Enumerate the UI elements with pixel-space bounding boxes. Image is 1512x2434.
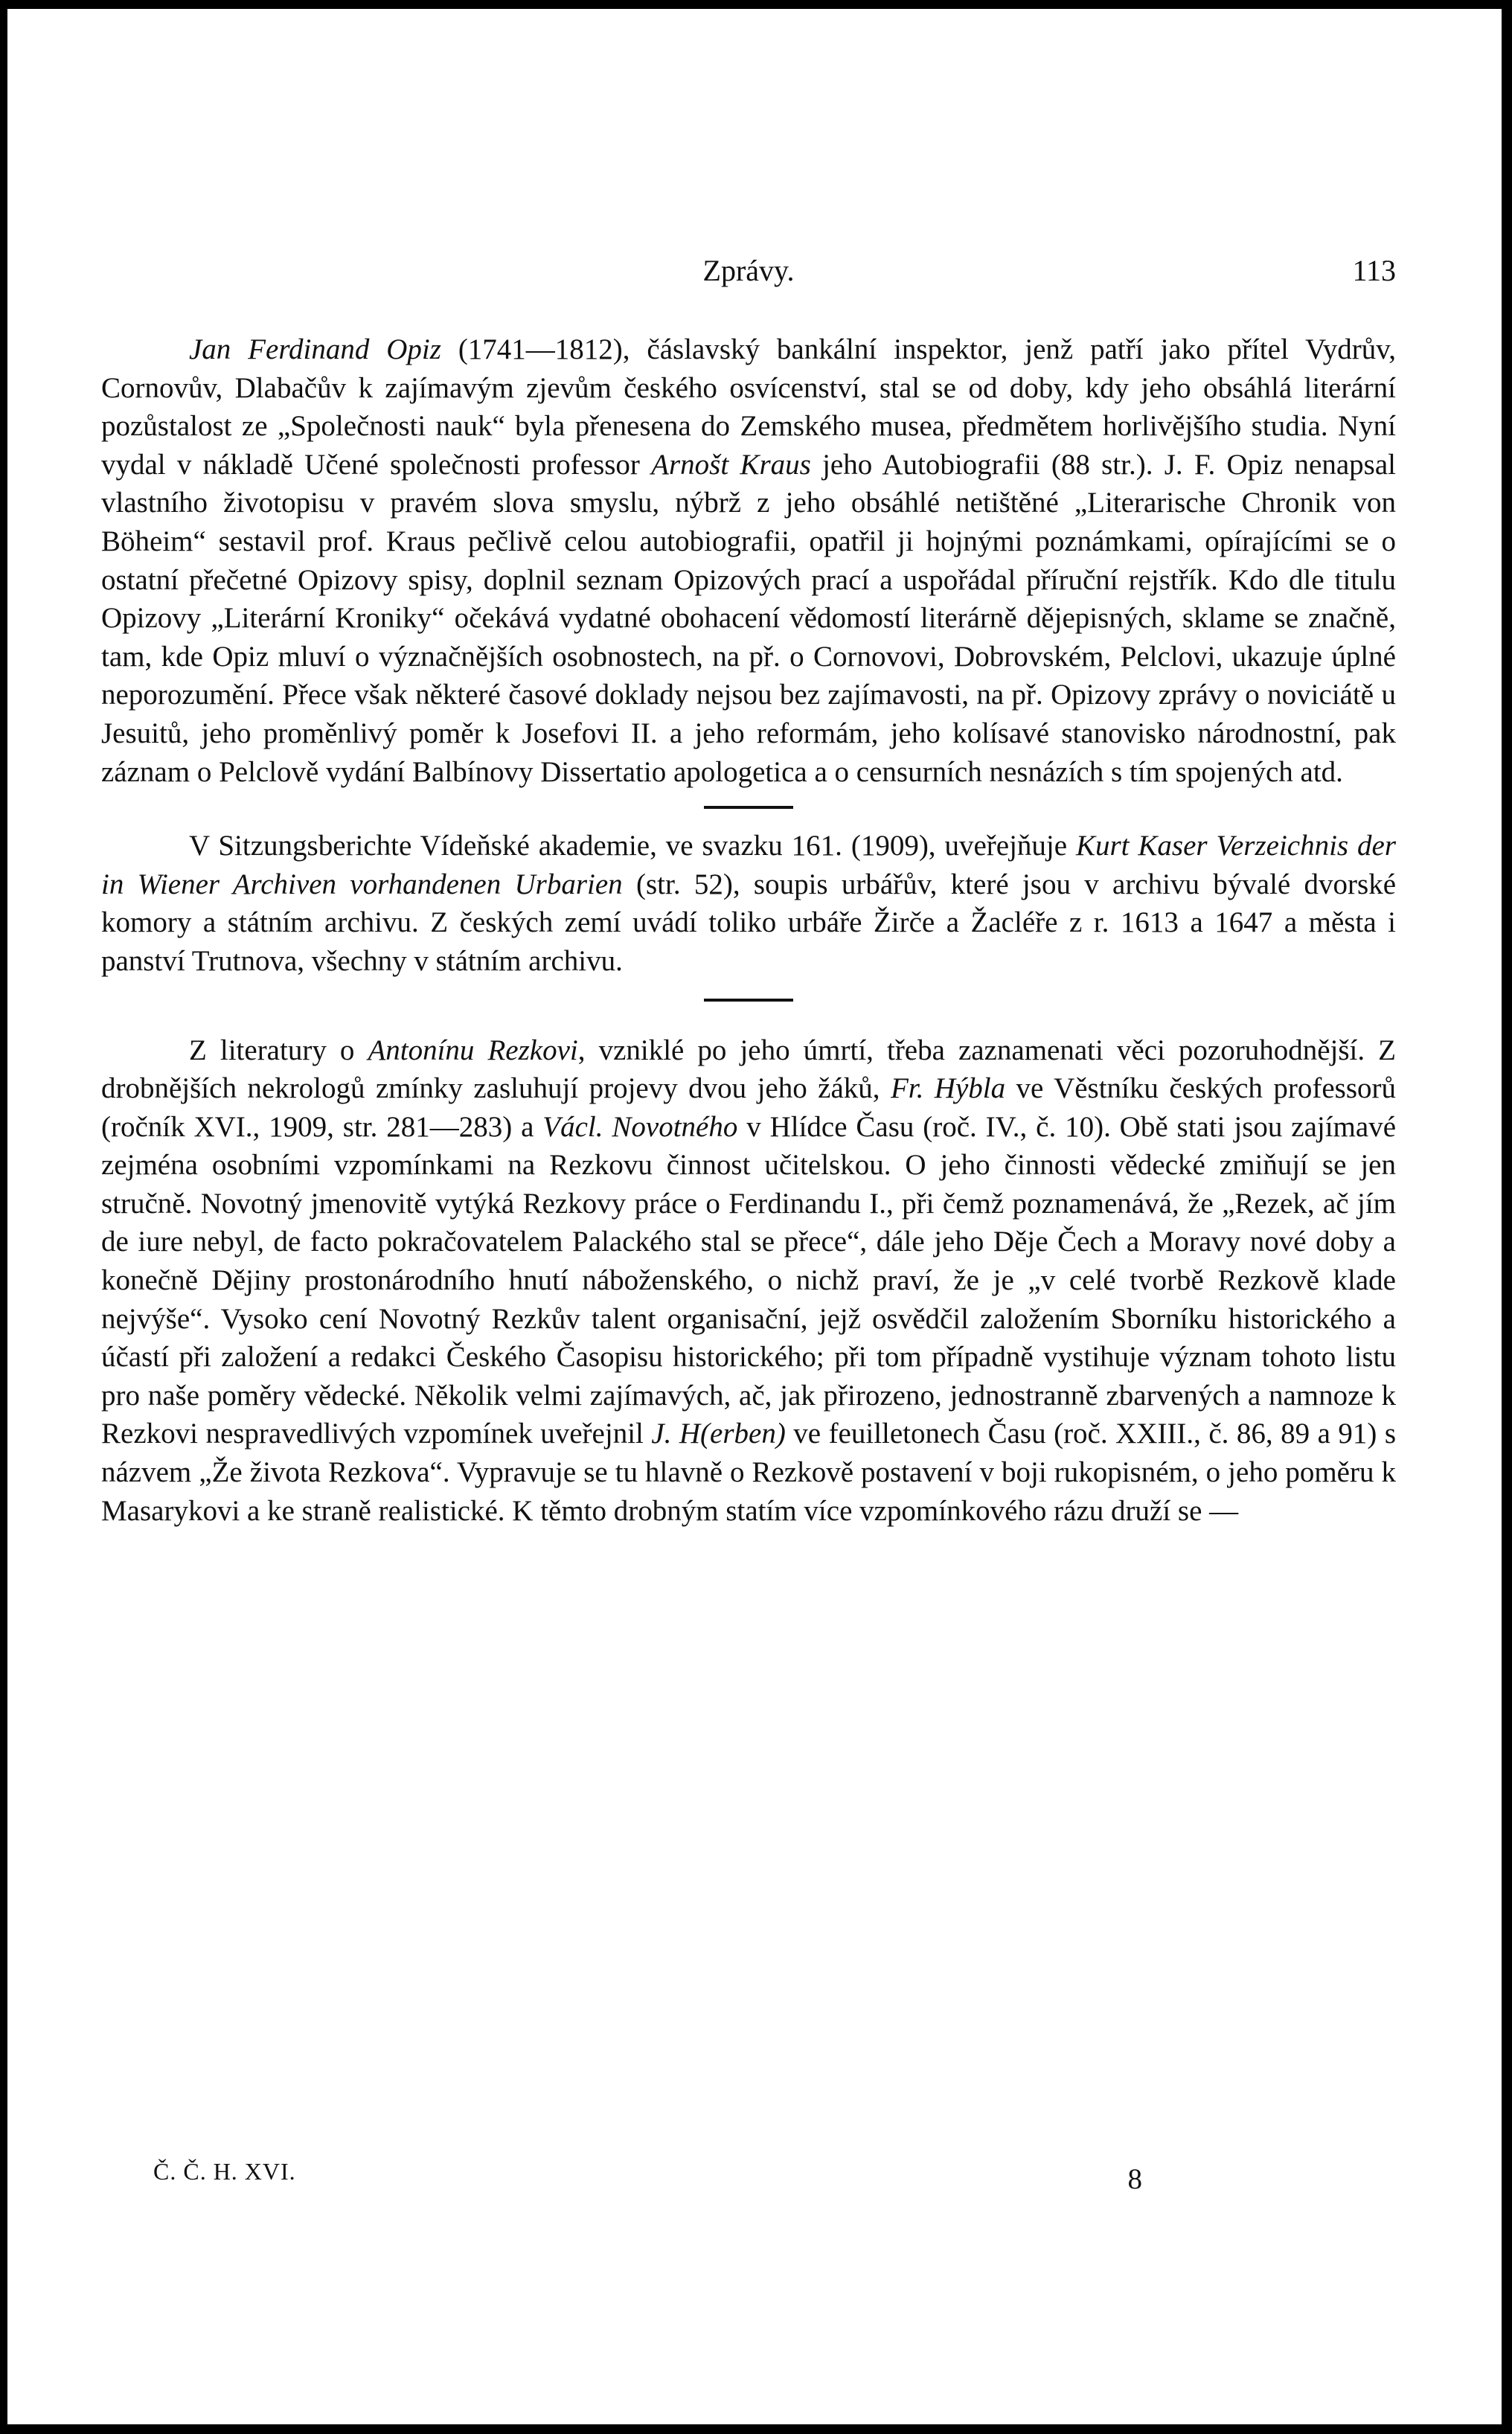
paragraph-kaser: [101, 827, 1396, 980]
running-title: Zprávy.: [702, 254, 795, 287]
person-name-kraus: Arnošt Kraus: [651, 448, 811, 481]
document-page: [7, 9, 1502, 2424]
article-body: [101, 330, 1396, 1530]
paragraph-opiz: [101, 330, 1396, 791]
paragraph-rezek-text-2: , vzniklé po jeho úmrtí, třeba zaznamenati věci pozoruhodnější. Z drobnějších nekrologů zmínky zasluhují projevy dvou jeho žáků,: [101, 1034, 1396, 1105]
person-name-opiz: Jan Ferdinand Opiz: [189, 333, 441, 365]
journal-signature: Č. Č. H. XVI.: [153, 2158, 296, 2185]
sheet-number: 8: [1127, 2163, 1143, 2195]
page-number: 113: [1352, 254, 1396, 287]
page-footer: [153, 2158, 1143, 2203]
person-name-herben: J. H(erben): [651, 1418, 786, 1450]
paragraph-rezek-text-1: Z literatury o: [189, 1034, 368, 1066]
paragraph-rezek-text-3: ve Věstníku českých professorů (ročník XVI., 1909, str. 281—283) a: [101, 1072, 1396, 1143]
paragraph-rezek: [101, 1031, 1396, 1531]
person-name-rezek: Antonínu Rezkovi: [368, 1034, 578, 1066]
person-name-novotny: Václ. Novotného: [542, 1110, 738, 1143]
paragraph-opiz-text-2: jeho Autobiografii (88 str.). J. F. Opiz nenapsal vlastního životopisu v pravém slova smyslu, nýbrž z jeho obsáhlé netištěné „Literarische Chronik von Böheim“ sestavil prof. Kraus pečlivě celou autobiografii, opatřil ji hojnými poznámkami, opírajícími se o ostatní přečetné Opizovy spisy, doplnil seznam Opizových prací a uspořádal příruční rejstřík. Kdo dle titulu Opizovy „Literární Kroniky“ očekává vydatné obohacení vědomostí literárně dějepisných, sklame se značně, tam, kde Opiz mluví o význačnějších osobnostech, na př. o Cornovovi, Dobrovském, Pelclovi, ukazuje úplné neporozumění. Přece však některé časové doklady nejsou bez zajímavosti, na př. Opizovy zprávy o noviciátě u Jesuitů, jeho proměnlivý poměr k Josefovi II. a jeho reformám, jeho kolísavé stanovisko národnostní, pak záznam o Pelclově vydání Balbínovy Dissertatio apologetica a o censurních nesnázích s tím spojených atd.: [101, 448, 1396, 788]
person-name-hybl: Fr. Hýbla: [890, 1072, 1006, 1105]
running-head: [101, 253, 1396, 298]
work-title-kaser: Kurt Kaser Verzeichnis der in Wiener Archiven vorhandenen Urbarien: [101, 830, 1397, 900]
paragraph-opiz-text-1: (1741—1812), čáslavský bankální inspektor, jenž patří jako přítel Vydrův, Cornovův, Dlabačův k zajímavým zjevům českého osvícenství, stal se od doby, kdy jeho obsáhlá literární pozůstalost ze „Společnosti nauk“ byla přenesena do Zemského musea, předmětem horlivějšího studia. Nyní vydal v nákladě Učené společnosti professor: [101, 333, 1396, 481]
section-divider: [704, 806, 793, 809]
paragraph-rezek-text-4: v Hlídce Času (roč. IV., č. 10). Obě stati jsou zajímavé zejména osobními vzpomínkami na Rezkovu činnost učitelskou. O jeho činnosti vědecké zmiňují se jen stručně. Novotný jmenovitě vytýká Rezkovy práce o Ferdinandu I., při čemž poznamenává, že „Rezek, ač jím de iure nebyl, de facto pokračovatelem Palackého stal se přece“, dále jeho Děje Čech a Moravy nové doby a konečně Dějiny prostonárodního hnutí náboženského, o nichž praví, že je „v celé tvorbě Rezkově klade nejvýše“. Vysoko cení Novotný Rezkův talent organisační, jejž osvědčil založením Sborníku historického a účastí při založení a redakci Českého Časopisu historického; při tom případně vystihuje význam tohoto listu pro naše poměry vědecké. Několik velmi zajímavých, ač, jak přirozeno, jednostranně zbarvených a namnoze k Rezkovi nespravedlivých vzpomínek uveřejnil: [101, 1110, 1397, 1450]
paragraph-kaser-text-1: V Sitzungsberichte Vídeňské akademie, ve svazku 161. (1909), uveřejňuje: [189, 830, 1076, 862]
section-divider: [704, 999, 793, 1002]
paragraph-kaser-text-2: (str. 52), soupis urbářův, které jsou v archivu bývalé dvorské komory a státním archivu. Z českých zemí uvádí toliko urbáře Žirče a Žacléře z r. 1613 a 1647 a města i panství Trutnova, všechny v státním archivu.: [101, 868, 1396, 977]
paragraph-rezek-text-5: ve feuilletonech Času (roč. XXIII., č. 86, 89 a 91) s názvem „Že života Rezkova“. Vypravuje se tu hlavně o Rezkově postavení v boji rukopisném, o jeho poměru k Masarykovi a ke straně realistické. K těmto drobným statím více vzpomínkového rázu druží se —: [101, 1418, 1396, 1527]
